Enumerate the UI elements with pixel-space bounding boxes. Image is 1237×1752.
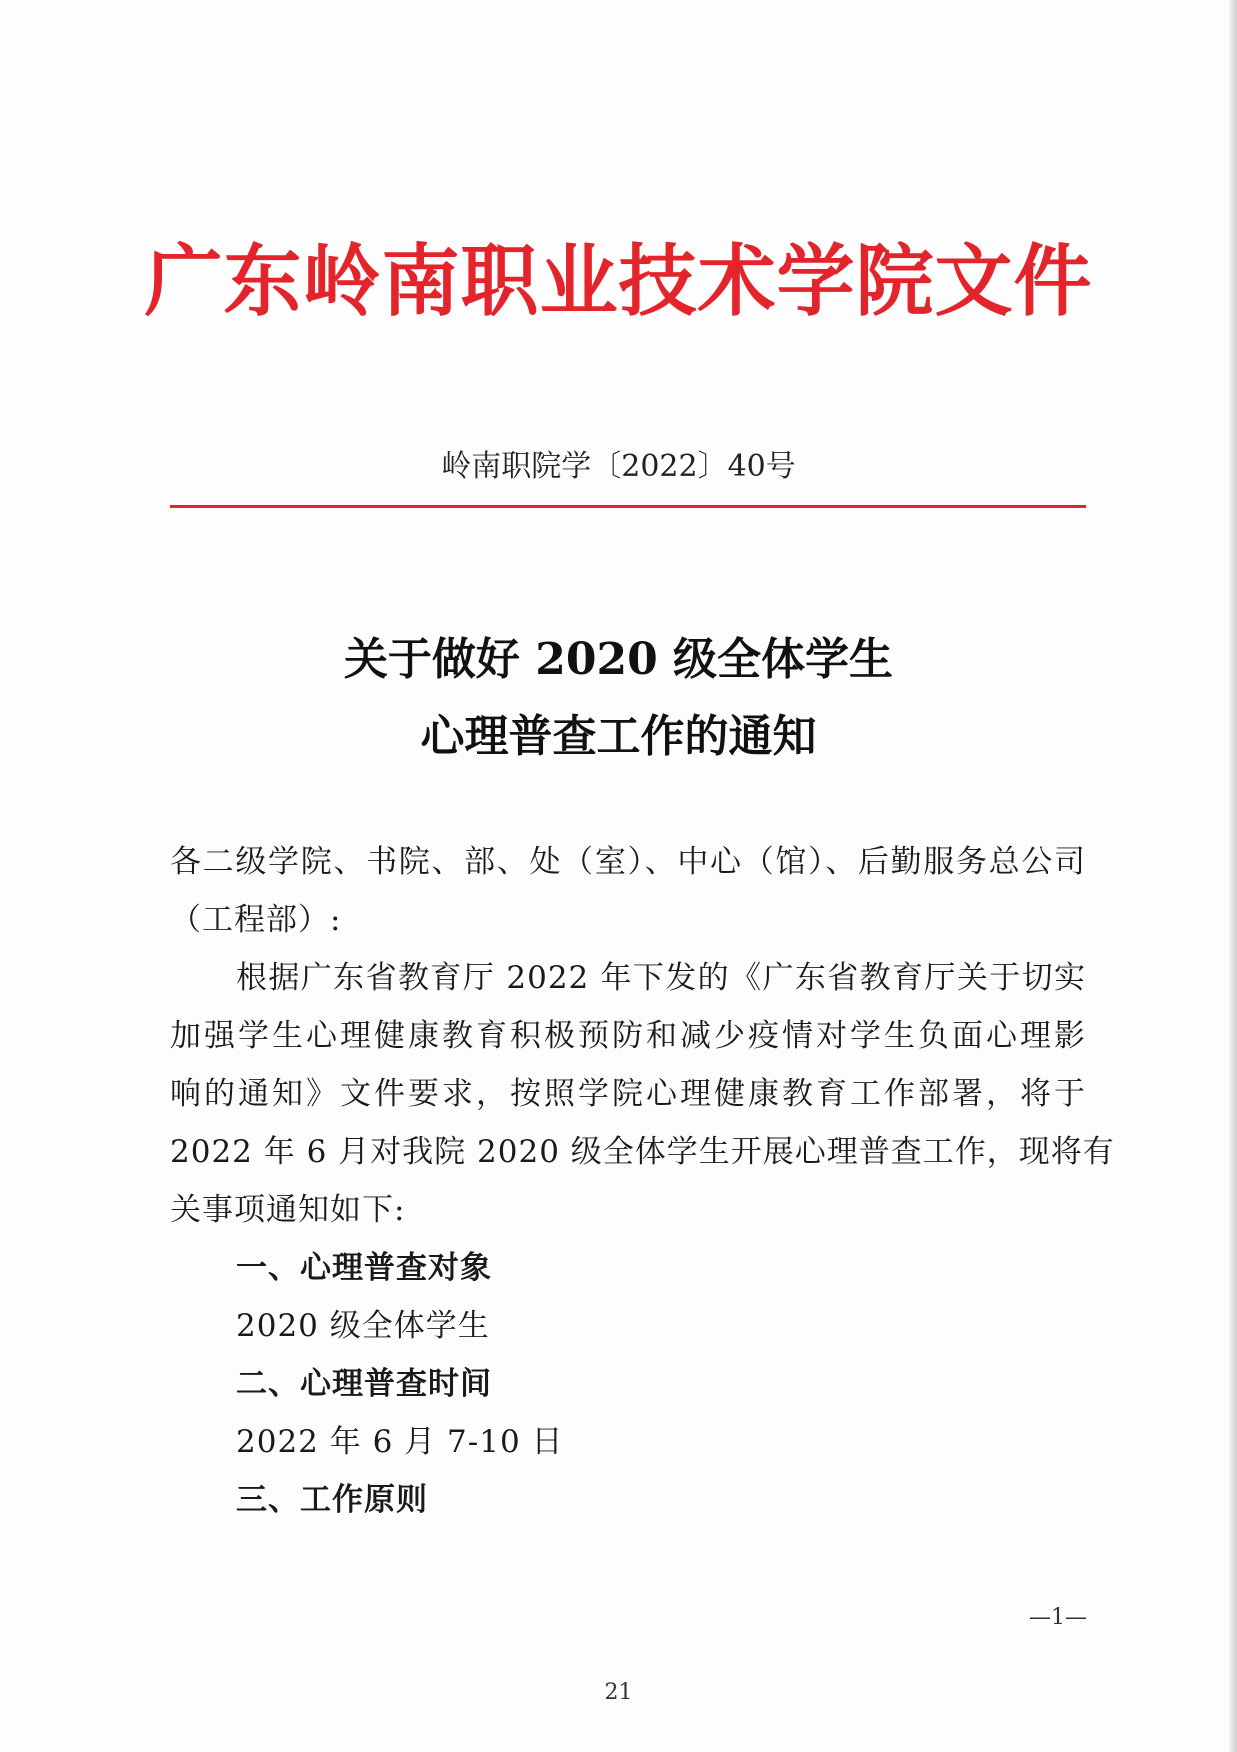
paragraph-line-3: 响的通知》文件要求，按照学院心理健康教育工作部署，将于 — [170, 1076, 1086, 1112]
addressee-line-1: 各二级学院、书院、部、处（室）、中心（馆）、后勤服务总公司 — [170, 844, 1086, 880]
section-2-content: 2022 年 6 月 7-10 日 — [236, 1424, 564, 1460]
notice-title-line-2: 心理普查工作的通知 — [420, 711, 817, 762]
paragraph-line-1: 根据广东省教育厅 2022 年下发的《广东省教育厅关于切实 — [236, 960, 1086, 996]
issuer-header-title: 广东岭南职业技术学院文件 — [144, 236, 1093, 327]
paragraph-line-2: 加强学生心理健康教育积极预防和减少疫情对学生负面心理影 — [170, 1018, 1086, 1054]
section-1-heading: 一、心理普查对象 — [236, 1250, 492, 1286]
notice-title-line-1: 关于做好 2020 级全体学生 — [343, 634, 894, 685]
page-number-mark: —1— — [1029, 1605, 1087, 1630]
section-2-heading: 二、心理普查时间 — [236, 1366, 492, 1402]
red-divider-line — [170, 505, 1086, 508]
addressee-line-2: （工程部）: — [170, 902, 342, 938]
paragraph-line-4: 2022 年 6 月对我院 2020 级全体学生开展心理普查工作，现将有 — [170, 1134, 1115, 1170]
scan-page-count: 21 — [604, 1680, 633, 1705]
section-3-heading: 三、工作原则 — [236, 1482, 428, 1518]
notice-body — [170, 833, 1115, 1529]
section-1-content: 2020 级全体学生 — [236, 1308, 490, 1344]
paragraph-line-5: 关事项通知如下: — [170, 1192, 406, 1228]
document-number: 岭南职院学〔2022〕40号 — [441, 449, 796, 484]
